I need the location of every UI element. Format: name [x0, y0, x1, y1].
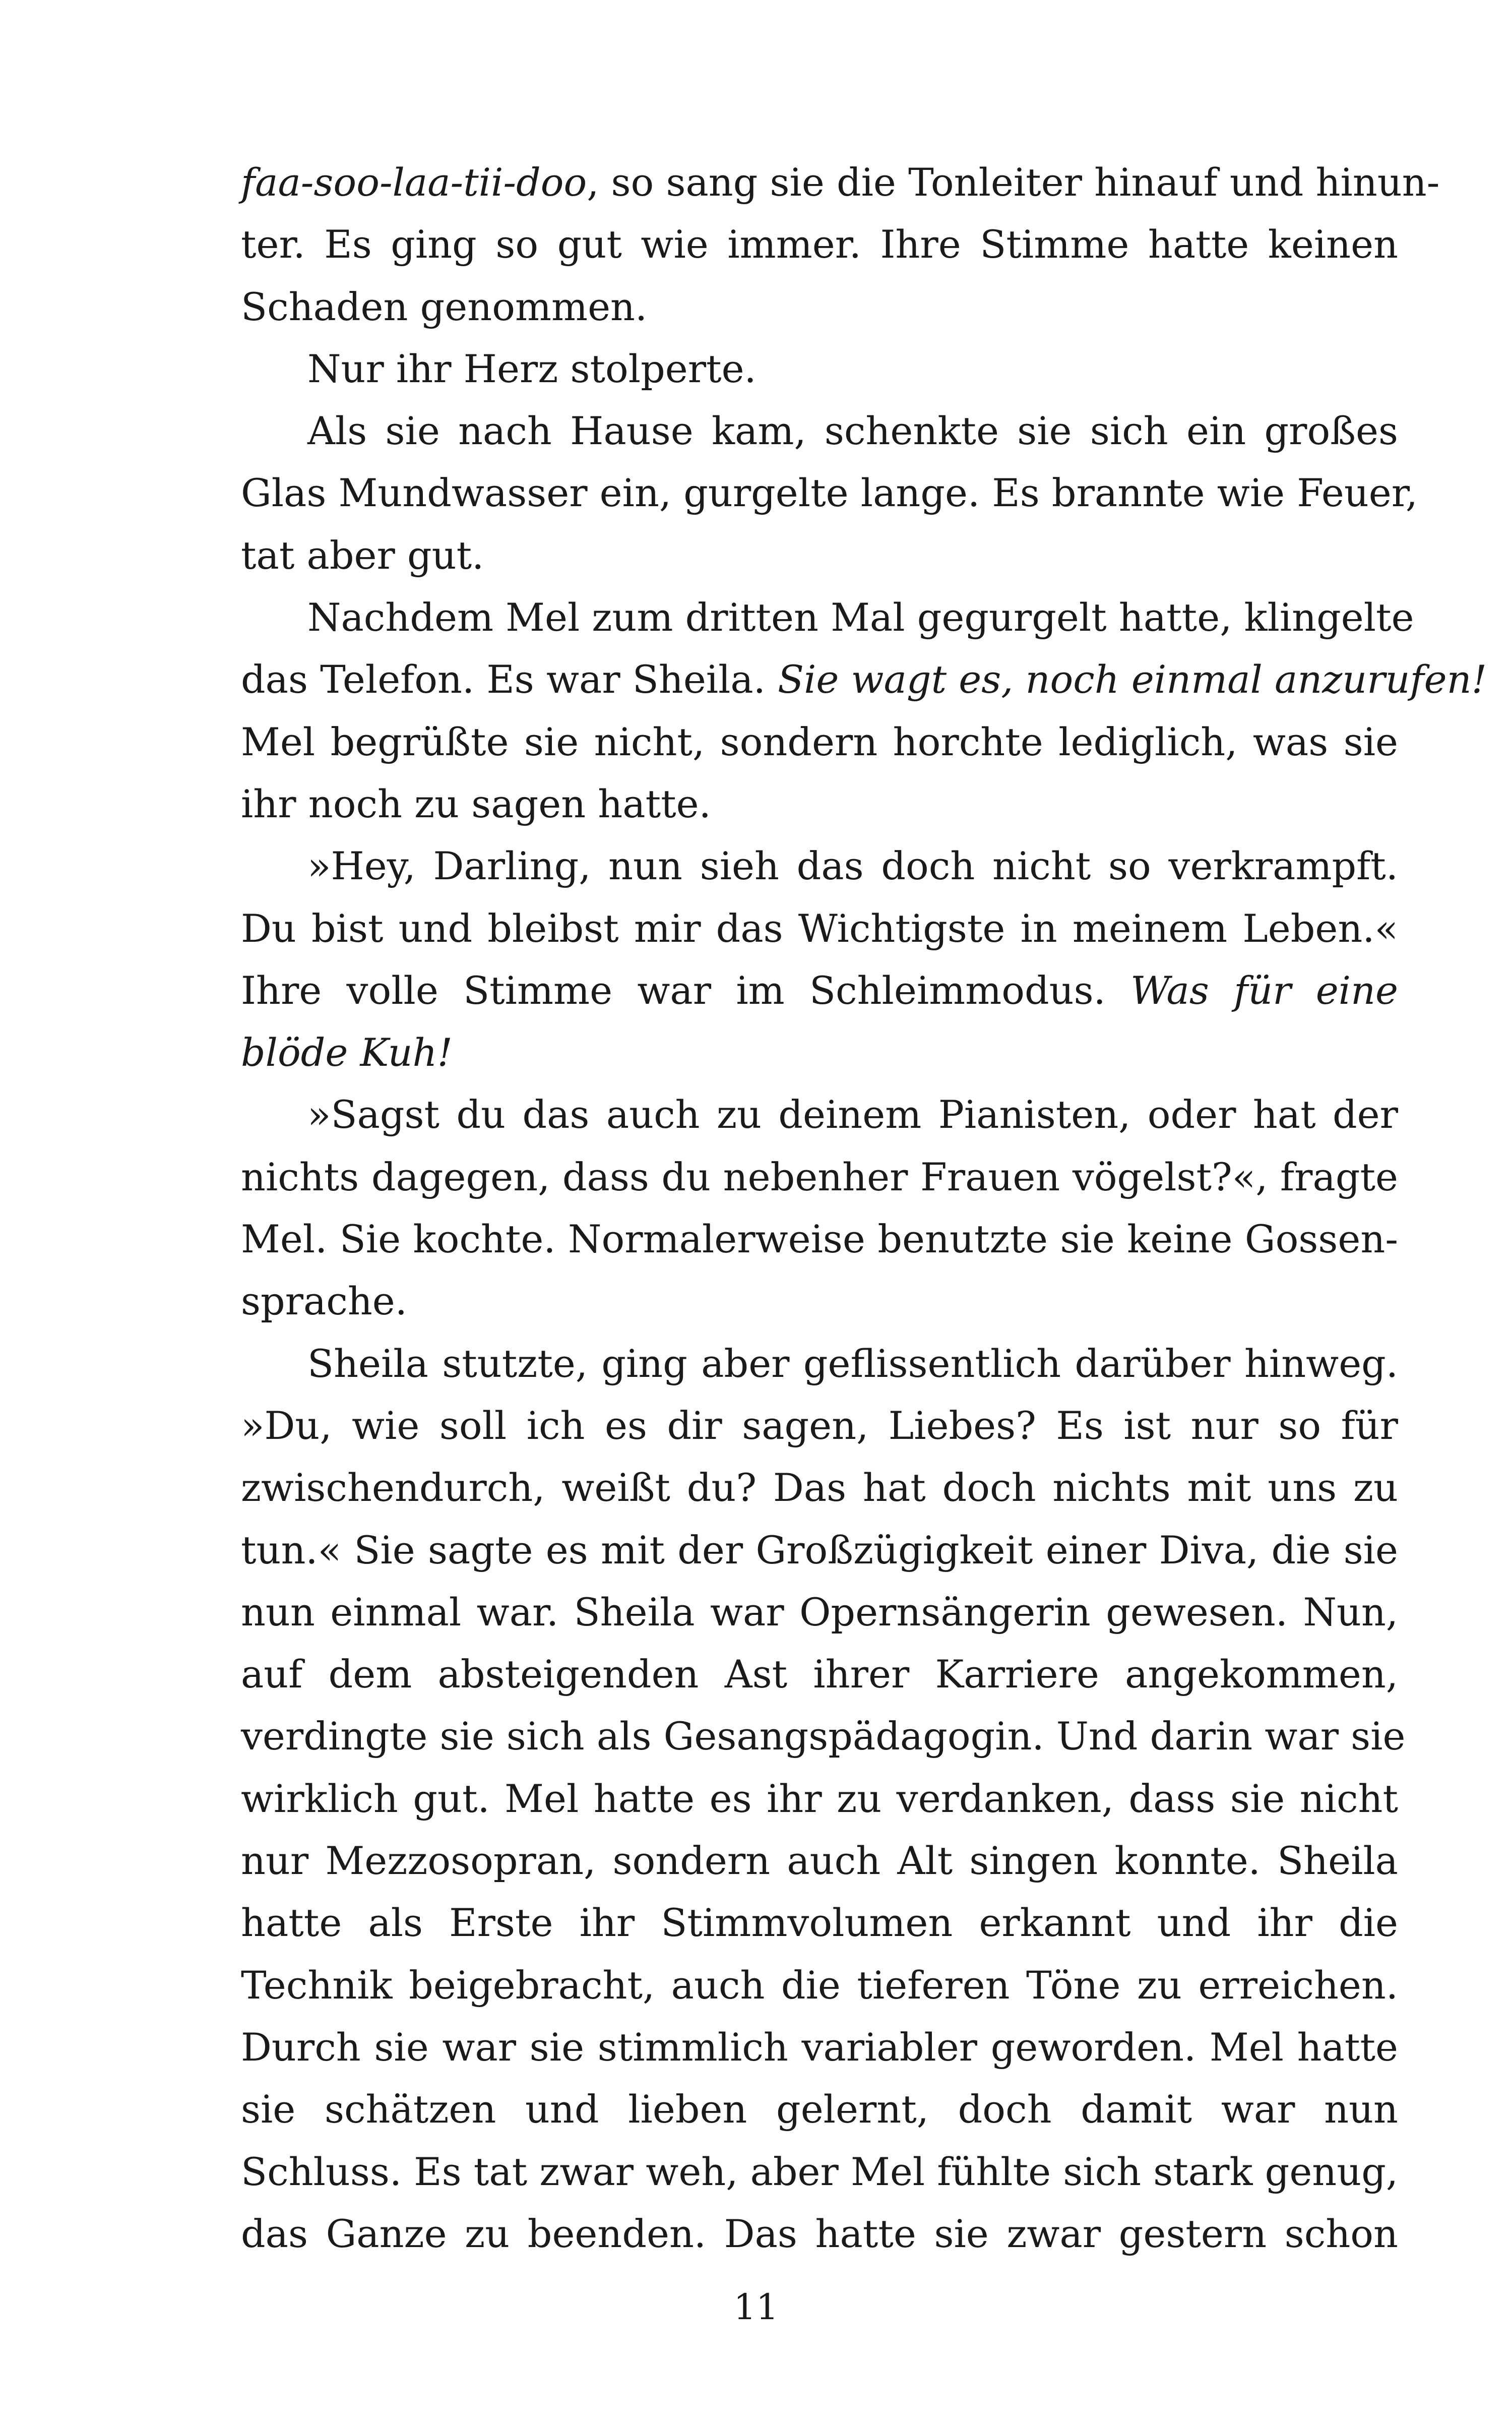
text-run: sprache. [241, 1279, 407, 1324]
text-run: Mel. Sie kochte. Normalerweise benutzte sie keine Gossen- [241, 1217, 1398, 1262]
text-line [241, 151, 1440, 213]
text-run: ter. Es ging so gut wie immer. Ihre Stimme hatte keinen [241, 222, 1398, 267]
text-line [241, 1892, 1398, 1954]
text-line [241, 1395, 1398, 1457]
text-line [241, 897, 1398, 959]
text-run: Du bist und bleibst mir das Wichtigste in meinem Leben.« [241, 905, 1398, 951]
text-line [241, 2016, 1398, 2078]
page-number: 11 [733, 2286, 779, 2328]
text-run: hatte als Erste ihr Stimmvolumen erkannt und ihr die [241, 1900, 1398, 1946]
text-run: Schaden genommen. [241, 284, 648, 329]
text-run: sie schätzen und lieben gelernt, doch damit war nun [241, 2087, 1398, 2132]
text-run: ihr noch zu sagen hatte. [241, 781, 711, 826]
text-run: tat aber gut. [241, 532, 484, 578]
text-run: Technik beigebracht, auch die tieferen Töne zu erreichen. [241, 1962, 1398, 2008]
text-line [241, 1021, 1398, 1083]
text-run: Durch sie war sie stimmlich variabler geworden. Mel hatte [241, 2024, 1398, 2070]
text-run: , so sang sie die Tonleiter hinauf und hinun- [587, 160, 1440, 205]
text-line [241, 462, 1418, 524]
text-run: Mel begrüßte sie nicht, sondern horchte lediglich, was sie [241, 719, 1398, 764]
text-line [241, 1083, 1398, 1145]
text-run: auf dem absteigenden Ast ihrer Karriere angekommen, [241, 1652, 1398, 1697]
text-run: Ihre volle Stimme war im Schleimmodus. [241, 967, 1131, 1013]
text-line [241, 1643, 1398, 1705]
italic-text: Was für eine [1130, 967, 1398, 1013]
text-run: »Hey, Darling, nun sieh das doch nicht so verkrampft. [307, 843, 1398, 889]
text-run: zwischendurch, weißt du? Das hat doch nichts mit uns zu [241, 1465, 1398, 1510]
text-run: verdingte sie sich als Gesangspädagogin. Und darin war sie [241, 1714, 1406, 1759]
text-line [241, 711, 1398, 773]
text-line [241, 400, 1398, 462]
text-line [241, 1270, 1398, 1332]
text-run: nun einmal war. Sheila war Opernsängerin gewesen. Nun, [241, 1589, 1398, 1635]
text-run: Nachdem Mel zum dritten Mal gegurgelt hatte, klingelte [307, 595, 1414, 640]
text-line [241, 2078, 1398, 2140]
text-line [241, 1457, 1398, 1519]
italic-text: Sie wagt es, noch einmal anzurufen! [778, 657, 1487, 702]
text-run: das Ganze zu beenden. Das hatte sie zwar gestern schon [241, 2211, 1398, 2256]
text-line [241, 1705, 1406, 1767]
text-line [241, 338, 1398, 400]
text-line [241, 213, 1398, 275]
text-run: nichts dagegen, dass du nebenher Frauen vögelst?«, fragte [241, 1154, 1398, 1199]
text-run: Glas Mundwasser ein, gurgelte lange. Es brannte wie Feuer, [241, 470, 1418, 516]
text-line [241, 1146, 1398, 1208]
text-line [241, 524, 1398, 586]
text-run: Sheila stutzte, ging aber geflissentlich darüber hinweg. [307, 1341, 1398, 1386]
text-line [241, 586, 1414, 648]
text-line [241, 648, 1487, 710]
text-run: »Sagst du das auch zu deinem Pianisten, oder hat der [307, 1092, 1398, 1137]
italic-text: blöde Kuh! [241, 1030, 453, 1075]
text-run: tun.« Sie sagte es mit der Großzügigkeit einer Diva, die sie [241, 1527, 1398, 1572]
text-line [241, 1333, 1398, 1395]
text-line [241, 835, 1398, 897]
text-line [241, 1581, 1398, 1643]
italic-text: faa-soo-laa-tii-doo [241, 160, 587, 205]
text-run: das Telefon. Es war Sheila. [241, 657, 778, 702]
text-line [241, 1830, 1398, 1892]
text-line [241, 2141, 1398, 2203]
text-line [241, 1954, 1398, 2016]
text-run: nur Mezzosopran, sondern auch Alt singen konnte. Sheila [241, 1838, 1398, 1884]
text-run: wirklich gut. Mel hatte es ihr zu verdanken, dass sie nicht [241, 1776, 1398, 1821]
body-text [241, 151, 1487, 2265]
text-run: Als sie nach Hause kam, schenkte sie sich ein großes [307, 408, 1398, 454]
text-line [241, 773, 1398, 835]
text-run: Nur ihr Herz stolperte. [307, 346, 757, 391]
text-line [241, 959, 1398, 1021]
text-line [241, 1519, 1398, 1581]
text-line [241, 2203, 1398, 2265]
text-line [241, 276, 1398, 338]
text-run: »Du, wie soll ich es dir sagen, Liebes? Es ist nur so für [241, 1403, 1398, 1448]
text-line [241, 1208, 1398, 1270]
text-line [241, 1768, 1398, 1830]
text-run: Schluss. Es tat zwar weh, aber Mel fühlte sich stark genug, [241, 2149, 1398, 2194]
